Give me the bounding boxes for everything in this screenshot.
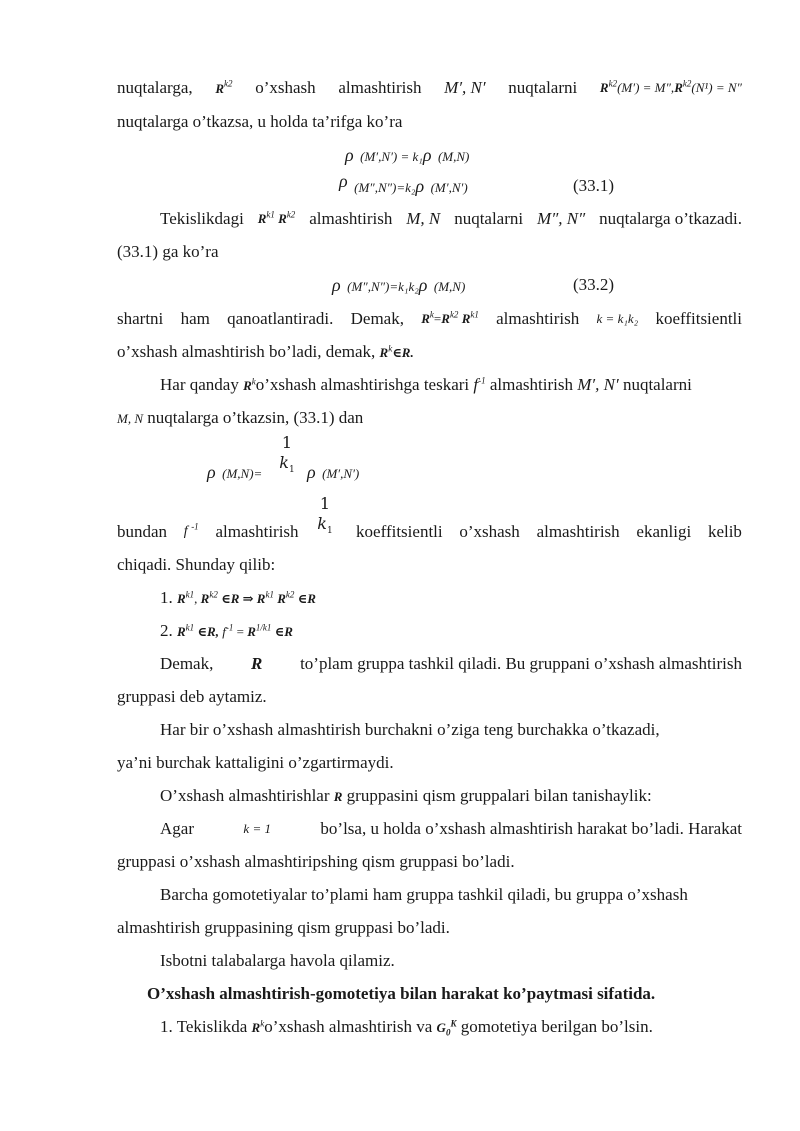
equation-4-rhs: ρ (M′,N′) [307,462,360,482]
paragraph-1-line-2: gruppasi deb aytamiz. [117,687,267,706]
paragraph-7: 1. Tekislikda $R^ko’xshash$ almashtirish va $G_0^K$ gomotetiya berilgan bo’lsin. [160,1017,653,1038]
word: nuqtalarni [508,78,578,97]
equation-4-lhs: ρ (M,N)= [207,462,263,482]
paragraph-5-line-1: Barcha gomotetiyalar to’plami ham gruppa tashkil qiladi, bu gruppa o’xshash [160,885,688,904]
equation-number-33-1: (33.1) [573,176,615,195]
paragraph-5-line-2: almashtirish gruppasining qism gruppasi bo’ladi. [117,918,450,937]
text-line-2: nuqtalarga o’tkazsa, u holda ta’rifga ko’ra [117,112,403,131]
text-line-1 [117,77,742,100]
equation-number-33-2: (33.2) [573,275,615,294]
text-line-14: chiqadi. Shunday qilib: [117,555,276,574]
text-line-9: o’xshash almashtirish bo’ladi, demak, $R^k\in R$. [117,342,414,361]
text-line-10: Har qanday $R^ko’xshash$ almashtirishga teskari $f^{-1}$ almashtirish M′, N′ nuqtalarni [160,375,692,394]
word: almashtirish [338,78,422,97]
paragraph-4-line-2: gruppasi o’xshash almashtiripshing qism gruppasi bo’ladi. [117,852,515,871]
paragraph-2-line-2: ya’ni burchak kattaligini o’zgartirmaydi. [117,753,394,772]
section-heading: O’xshash almashtirish-gomotetiya bilan harakat ko’paytmasi sifatida. [147,984,656,1003]
formula-rk2: $R^{k2}$ [215,78,233,96]
equation-1: ρ (M′,N′) = k₁ρ (M,N) [345,145,470,165]
points-m-n: M′, N′ [444,78,486,97]
paragraph-6: Isbotni talabalarga havola qilamiz. [160,951,395,970]
text-line-11: M, N nuqtalarga o’tkazsin, (33.1) dan [117,408,364,427]
text-line-8: shartni ham qanoatlantiradi. Demak, $R^k=R^{k2}$ $R^{k1}$ almashtirish k = k₁k₂ koeffitsientli [117,309,742,328]
list-item-1: 1. $R^{k1}$, $R^{k2}$ ∈R ⇒ $R^{k1}$ $R^{k2}$ ∈R [160,588,316,607]
fraction-1-over-k1: 1 $k_1$ [279,433,295,476]
equation-2: ρ (M″,N″)=k₂ρ (M′,N′) [339,171,468,196]
text-line-13: bundan f $^{-1}$ almashtirish koeffitsientli o’xshash almashtirish ekanligi kelib [117,521,742,541]
word: nuqtalarga, [117,78,193,97]
paragraph-1-line-1: Demak, R to’plam gruppa tashkil qiladi. Bu gruppani o’xshash almashtirish [160,654,742,673]
text-line-6: (33.1) ga ko’ra [117,242,219,261]
list-item-2: 2. $R^{k1}$ ∈R, $f^{-1} = R^{1/k1}$ ∈R [160,621,293,640]
word: o’xshash [255,78,316,97]
paragraph-4-line-1: Agar k = 1 bo’lsa, u holda o’xshash almashtirish harakat bo’ladi. Harakat [160,819,742,838]
equation-3: ρ (M″,N″)=k₁k₂ρ (M,N) [332,275,466,295]
paragraph-2-line-1: Har bir o’xshash almashtirish burchakni o’ziga teng burchakka o’tkazadi, [160,720,660,739]
formula-image: $R^{k2}(M') = M'',R^{k2}(N^1) = N''$ [599,78,742,95]
text-line-5: Tekislikdagi $R^{k1}$ $R^{k2}$ almashtirish M, N nuqtalarni M″, N″ nuqtalarga o’tkazadi. [160,209,742,228]
paragraph-3: O’xshash almashtirishlar R gruppasini qism gruppalari bilan tanishaylik: [160,786,652,805]
fraction-1-over-k1-inline: 1 $k_1$ [317,494,333,537]
